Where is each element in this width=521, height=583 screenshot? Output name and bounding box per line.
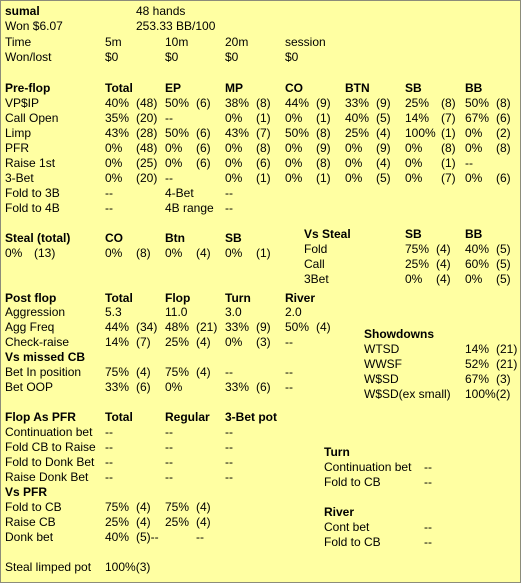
preflop-cell-value: 0% [165, 141, 183, 155]
flop-pfr-header-3bet-pot: 3-Bet pot [225, 410, 277, 424]
wonlost-20m: $0 [225, 50, 239, 64]
time-period-5m: 5m [105, 35, 122, 49]
postflop-cell-sample: (9) [256, 320, 271, 334]
preflop-row-label: PFR [5, 141, 29, 155]
vs-pfr-row-label: Donk bet [5, 530, 54, 544]
showdown-row-value: 14% [465, 342, 490, 356]
vs-missed-cell-value: 75% [105, 365, 130, 379]
preflop-cell-sample: (20) [136, 111, 158, 125]
vs-missed-row-label: Bet OOP [5, 380, 54, 394]
steal-btn-value: 0% [165, 246, 183, 260]
preflop-cell-sample: (6) [496, 171, 511, 185]
preflop-cell-value: 33% [345, 96, 370, 110]
four-bet-value: -- [225, 186, 233, 200]
showdown-row-sample: (21) [496, 342, 518, 356]
time-period-10m: 10m [165, 35, 189, 49]
preflop-cell-sample: (8) [256, 141, 271, 155]
preflop-cell-sample: (9) [376, 141, 391, 155]
preflop-cell-value: 25% [405, 96, 430, 110]
postflop-cell-value: 33% [225, 320, 250, 334]
vs-pfr-row-label: Fold to CB [5, 500, 62, 514]
preflop-cell-value: 40% [105, 96, 130, 110]
vs-missed-cell-value: -- [225, 365, 233, 379]
preflop-cell-value: 0% [345, 171, 363, 185]
preflop-cell-value: -- [465, 156, 473, 170]
preflop-cell-value: 43% [105, 126, 130, 140]
preflop-cell-sample: (9) [316, 141, 331, 155]
preflop-cell-sample: (9) [376, 96, 391, 110]
preflop-cell-value: 0% [405, 171, 423, 185]
wonlost-session: $0 [285, 50, 299, 64]
vs-steal-header-sb: SB [405, 227, 422, 241]
preflop-cell-sample: (48) [136, 141, 158, 155]
steal-co-value: 0% [105, 246, 123, 260]
showdown-row-label: W$SD [364, 372, 399, 386]
four-bet-range-value: -- [225, 201, 233, 215]
vs-pfr-total-sample: (4) [136, 515, 151, 529]
vs-missed-cell-sample: (6) [136, 380, 151, 394]
preflop-cell-sample: (6) [196, 96, 211, 110]
flop-pfr-row-label: Fold CB to Raise [5, 440, 96, 454]
vs-pfr-total-value: 75% [105, 500, 130, 514]
preflop-header-mp: MP [225, 81, 243, 95]
showdown-row-value: 67% [465, 372, 490, 386]
preflop-cell-value: 43% [225, 126, 250, 140]
preflop-cell-sample: (1) [316, 171, 331, 185]
vs-steal-bb-sample: (5) [496, 257, 511, 271]
steal-btn-sample: (4) [196, 246, 211, 260]
preflop-cell-value: 44% [285, 96, 310, 110]
river-row-value: -- [424, 535, 432, 549]
steal-header-btn: Btn [165, 231, 185, 245]
showdown-row-sample: (21) [496, 357, 518, 371]
preflop-cell-value: 0% [105, 156, 123, 170]
vs-steal-bb-value: 60% [465, 257, 490, 271]
flop-pfr-row-label: Raise Donk Bet [5, 470, 89, 484]
preflop-cell-value: 50% [285, 126, 310, 140]
turn-title: Turn [324, 445, 350, 459]
flop-pfr-total: -- [105, 455, 113, 469]
preflop-title: Pre-flop [5, 81, 51, 95]
fold-to-3b-value: -- [105, 186, 113, 200]
steal-sb-value: 0% [225, 246, 243, 260]
preflop-cell-value: 0% [465, 171, 483, 185]
postflop-row-label: Check-raise [5, 335, 70, 349]
preflop-cell-value: 14% [405, 111, 430, 125]
preflop-header-ep: EP [165, 81, 182, 95]
vs-steal-header-bb: BB [465, 227, 483, 241]
postflop-cell-value: 14% [105, 335, 130, 349]
river-row-label: Fold to CB [324, 535, 381, 549]
preflop-cell-value: 0% [405, 141, 423, 155]
postflop-header-river: River [285, 291, 316, 305]
postflop-header-flop: Flop [165, 291, 191, 305]
preflop-cell-value: 38% [225, 96, 250, 110]
preflop-cell-sample: (6) [496, 111, 511, 125]
flop-pfr-3bet-pot: -- [225, 425, 233, 439]
vs-pfr-flop-sample: (4) [196, 515, 211, 529]
preflop-cell-sample: (8) [316, 126, 331, 140]
preflop-cell-value: 0% [105, 171, 123, 185]
flop-pfr-3bet-pot: -- [225, 470, 233, 484]
preflop-cell-sample: (1) [316, 111, 331, 125]
wonlost-5m: $0 [105, 50, 119, 64]
postflop-cell-value: -- [285, 335, 293, 349]
preflop-header-btn: BTN [345, 81, 370, 95]
postflop-row-label: Agg Freq [5, 320, 55, 334]
preflop-row-label: Call Open [5, 111, 59, 125]
vs-steal-title: Vs Steal [304, 227, 351, 241]
vs-missed-cell-value: -- [285, 380, 293, 394]
preflop-cell-sample: (4) [376, 126, 391, 140]
showdown-row-value: 52% [465, 357, 490, 371]
vs-steal-sb-value: 0% [405, 272, 423, 286]
turn-row-value: -- [424, 460, 432, 474]
postflop-cell-sample: (21) [196, 320, 218, 334]
preflop-cell-sample: (2) [496, 126, 511, 140]
preflop-header-bb: BB [465, 81, 483, 95]
flop-as-pfr-title: Flop As PFR [5, 410, 76, 424]
vs-missed-cell-value: 33% [225, 380, 250, 394]
postflop-cell-sample: (4) [196, 335, 211, 349]
vs-pfr-total-sample: (4) [136, 500, 151, 514]
player-name: sumal [5, 4, 40, 18]
bb-per-100: 253.33 BB/100 [136, 19, 216, 33]
preflop-cell-sample: (20) [136, 171, 158, 185]
preflop-cell-sample: (1) [256, 111, 271, 125]
preflop-cell-sample: (8) [316, 156, 331, 170]
flop-pfr-3bet-pot: -- [225, 440, 233, 454]
postflop-cell-value: 2.0 [285, 305, 302, 319]
showdown-row-label: WTSD [364, 342, 400, 356]
preflop-cell-sample: (6) [196, 156, 211, 170]
vs-pfr-row-label: Raise CB [5, 515, 56, 529]
preflop-cell-sample: (9) [316, 96, 331, 110]
flop-pfr-regular: -- [165, 425, 173, 439]
postflop-cell-value: 0% [225, 335, 243, 349]
river-title: River [324, 505, 355, 519]
preflop-cell-value: 0% [465, 141, 483, 155]
vs-steal-row-label: Fold [304, 242, 328, 256]
steal-sb-sample: (1) [256, 246, 271, 260]
postflop-header-total: Total [105, 291, 133, 305]
preflop-cell-sample: (8) [441, 96, 456, 110]
steal-header-co: CO [105, 231, 123, 245]
vs-steal-row-label: 3Bet [304, 272, 329, 286]
preflop-cell-sample: (1) [256, 171, 271, 185]
vs-steal-row-label: Call [304, 257, 325, 271]
showdown-row-value: 100%(2) [465, 387, 511, 401]
vs-missed-cell-sample: (6) [256, 380, 271, 394]
postflop-cell-value: 3.0 [225, 305, 242, 319]
vs-missed-cell-value: 0% [165, 380, 183, 394]
showdown-row-sample: (3) [496, 372, 511, 386]
postflop-title: Post flop [5, 291, 57, 305]
steal-limped-pot-label: Steal limped pot [5, 560, 92, 574]
preflop-cell-value: 0% [285, 111, 303, 125]
preflop-cell-value: 0% [285, 156, 303, 170]
vs-steal-bb-value: 0% [465, 272, 483, 286]
vs-pfr-total-sample: (5)-- [136, 530, 159, 544]
preflop-cell-sample: (8) [496, 141, 511, 155]
vs-missed-cell-sample: (4) [136, 365, 151, 379]
preflop-cell-value: 50% [165, 96, 190, 110]
flop-pfr-total: -- [105, 470, 113, 484]
fold-to-4b-label: Fold to 4B [5, 201, 60, 215]
flop-pfr-header-total: Total [105, 410, 133, 424]
vs-steal-bb-value: 40% [465, 242, 490, 256]
preflop-cell-sample: (48) [136, 96, 158, 110]
time-period-session: session [285, 35, 326, 49]
postflop-cell-value: 50% [285, 320, 310, 334]
vs-missed-cell-value: 33% [105, 380, 130, 394]
postflop-cell-value: 44% [105, 320, 130, 334]
preflop-cell-sample: (7) [256, 126, 271, 140]
preflop-cell-value: 0% [105, 141, 123, 155]
turn-row-label: Continuation bet [324, 460, 412, 474]
steal-total-title: Steal (total) [5, 231, 71, 245]
river-row-value: -- [424, 520, 432, 534]
flop-pfr-3bet-pot: -- [225, 455, 233, 469]
preflop-cell-sample: (28) [136, 126, 158, 140]
preflop-cell-value: -- [165, 171, 173, 185]
postflop-cell-value: 48% [165, 320, 190, 334]
time-label: Time [5, 35, 32, 49]
preflop-cell-sample: (1) [441, 156, 456, 170]
vs-pfr-flop-sample: (4) [196, 500, 211, 514]
postflop-row-label: Aggression [5, 305, 66, 319]
showdown-row-label: W$SD(ex small) [364, 387, 451, 401]
postflop-cell-sample: (3) [256, 335, 271, 349]
fold-to-3b-label: Fold to 3B [5, 186, 60, 200]
preflop-cell-value: 35% [105, 111, 130, 125]
preflop-cell-value: 0% [225, 171, 243, 185]
postflop-cell-value: 5.3 [105, 305, 122, 319]
preflop-cell-sample: (4) [376, 156, 391, 170]
preflop-cell-sample: (6) [196, 126, 211, 140]
preflop-cell-sample: (8) [496, 96, 511, 110]
preflop-cell-value: 67% [465, 111, 490, 125]
fold-to-4b-value: -- [105, 201, 113, 215]
vs-missed-cell-sample: (4) [196, 365, 211, 379]
preflop-cell-value: 0% [465, 126, 483, 140]
flop-pfr-regular: -- [165, 455, 173, 469]
postflop-cell-value: 11.0 [165, 305, 188, 319]
vs-steal-sb-value: 75% [405, 242, 430, 256]
steal-total-value: 0% [5, 246, 23, 260]
preflop-cell-value: 25% [345, 126, 370, 140]
vs-steal-sb-sample: (4) [436, 257, 451, 271]
steal-total-sample: (13) [34, 246, 56, 260]
river-row-label: Cont bet [324, 520, 370, 534]
postflop-cell-value: 25% [165, 335, 190, 349]
preflop-cell-value: 0% [225, 111, 243, 125]
four-bet-range-label: 4B range [165, 201, 214, 215]
preflop-cell-value: 0% [285, 171, 303, 185]
preflop-header-co: CO [285, 81, 303, 95]
preflop-row-label: VP$IP [5, 96, 40, 110]
preflop-cell-value: 0% [225, 141, 243, 155]
preflop-cell-sample: (8) [256, 96, 271, 110]
preflop-cell-value: 50% [165, 126, 190, 140]
preflop-cell-value: 40% [345, 111, 370, 125]
showdown-row-label: WWSF [364, 357, 402, 371]
postflop-cell-sample: (34) [136, 320, 158, 334]
vs-pfr-total-value: 25% [105, 515, 130, 529]
vs-missed-row-label: Bet In position [5, 365, 82, 379]
showdowns-title: Showdowns [364, 327, 434, 341]
vs-steal-sb-value: 25% [405, 257, 430, 271]
preflop-cell-value: 0% [165, 156, 183, 170]
preflop-row-label: Raise 1st [5, 156, 56, 170]
preflop-cell-value: 0% [285, 141, 303, 155]
vs-steal-sb-sample: (4) [436, 272, 451, 286]
preflop-cell-sample: (1) [441, 126, 456, 140]
preflop-cell-value: 50% [465, 96, 490, 110]
preflop-cell-sample: (6) [196, 141, 211, 155]
preflop-row-label: Limp [5, 126, 32, 140]
preflop-cell-value: 100% [405, 126, 436, 140]
four-bet-label: 4-Bet [165, 186, 194, 200]
won-amount: Won $6.07 [5, 19, 63, 33]
turn-row-value: -- [424, 475, 432, 489]
flop-pfr-total: -- [105, 440, 113, 454]
preflop-header-total: Total [105, 81, 133, 95]
preflop-cell-sample: (5) [376, 111, 391, 125]
vs-pfr-flop-value: 75% [165, 500, 190, 514]
flop-pfr-row-label: Fold to Donk Bet [5, 455, 95, 469]
vs-missed-cb-title: Vs missed CB [5, 350, 86, 364]
preflop-cell-sample: (5) [376, 171, 391, 185]
preflop-cell-value: 0% [405, 156, 423, 170]
vs-steal-bb-sample: (5) [496, 242, 511, 256]
vs-steal-sb-sample: (4) [436, 242, 451, 256]
preflop-cell-sample: (8) [441, 141, 456, 155]
postflop-cell-sample: (4) [316, 320, 331, 334]
turn-row-label: Fold to CB [324, 475, 381, 489]
vs-pfr-flop-value: -- [196, 530, 204, 544]
preflop-cell-value: -- [165, 111, 173, 125]
steal-header-sb: SB [225, 231, 242, 245]
preflop-row-label: 3-Bet [5, 171, 34, 185]
vs-pfr-total-value: 40% [105, 530, 130, 544]
steal-co-sample: (8) [136, 246, 151, 260]
vs-pfr-title: Vs PFR [5, 485, 48, 499]
preflop-cell-value: 0% [345, 141, 363, 155]
vs-steal-bb-sample: (5) [496, 272, 511, 286]
flop-pfr-regular: -- [165, 440, 173, 454]
flop-pfr-total: -- [105, 425, 113, 439]
postflop-header-turn: Turn [225, 291, 251, 305]
flop-pfr-regular: -- [165, 470, 173, 484]
postflop-cell-sample: (7) [136, 335, 151, 349]
preflop-cell-value: 0% [225, 156, 243, 170]
preflop-cell-sample: (7) [441, 171, 456, 185]
preflop-cell-sample: (25) [136, 156, 158, 170]
hands-count: 48 hands [136, 4, 186, 18]
preflop-header-sb: SB [405, 81, 422, 95]
flop-pfr-row-label: Continuation bet [5, 425, 93, 439]
wonlost-10m: $0 [165, 50, 179, 64]
time-period-20m: 20m [225, 35, 249, 49]
vs-missed-cell-value: 75% [165, 365, 190, 379]
preflop-cell-sample: (7) [441, 111, 456, 125]
preflop-cell-value: 0% [345, 156, 363, 170]
wonlost-label: Won/lost [5, 50, 52, 64]
preflop-cell-sample: (6) [256, 156, 271, 170]
steal-limped-pot-value: 100%(3) [105, 560, 151, 574]
vs-pfr-flop-value: 25% [165, 515, 190, 529]
vs-missed-cell-value: -- [285, 365, 293, 379]
flop-pfr-header-regular: Regular [165, 410, 210, 424]
